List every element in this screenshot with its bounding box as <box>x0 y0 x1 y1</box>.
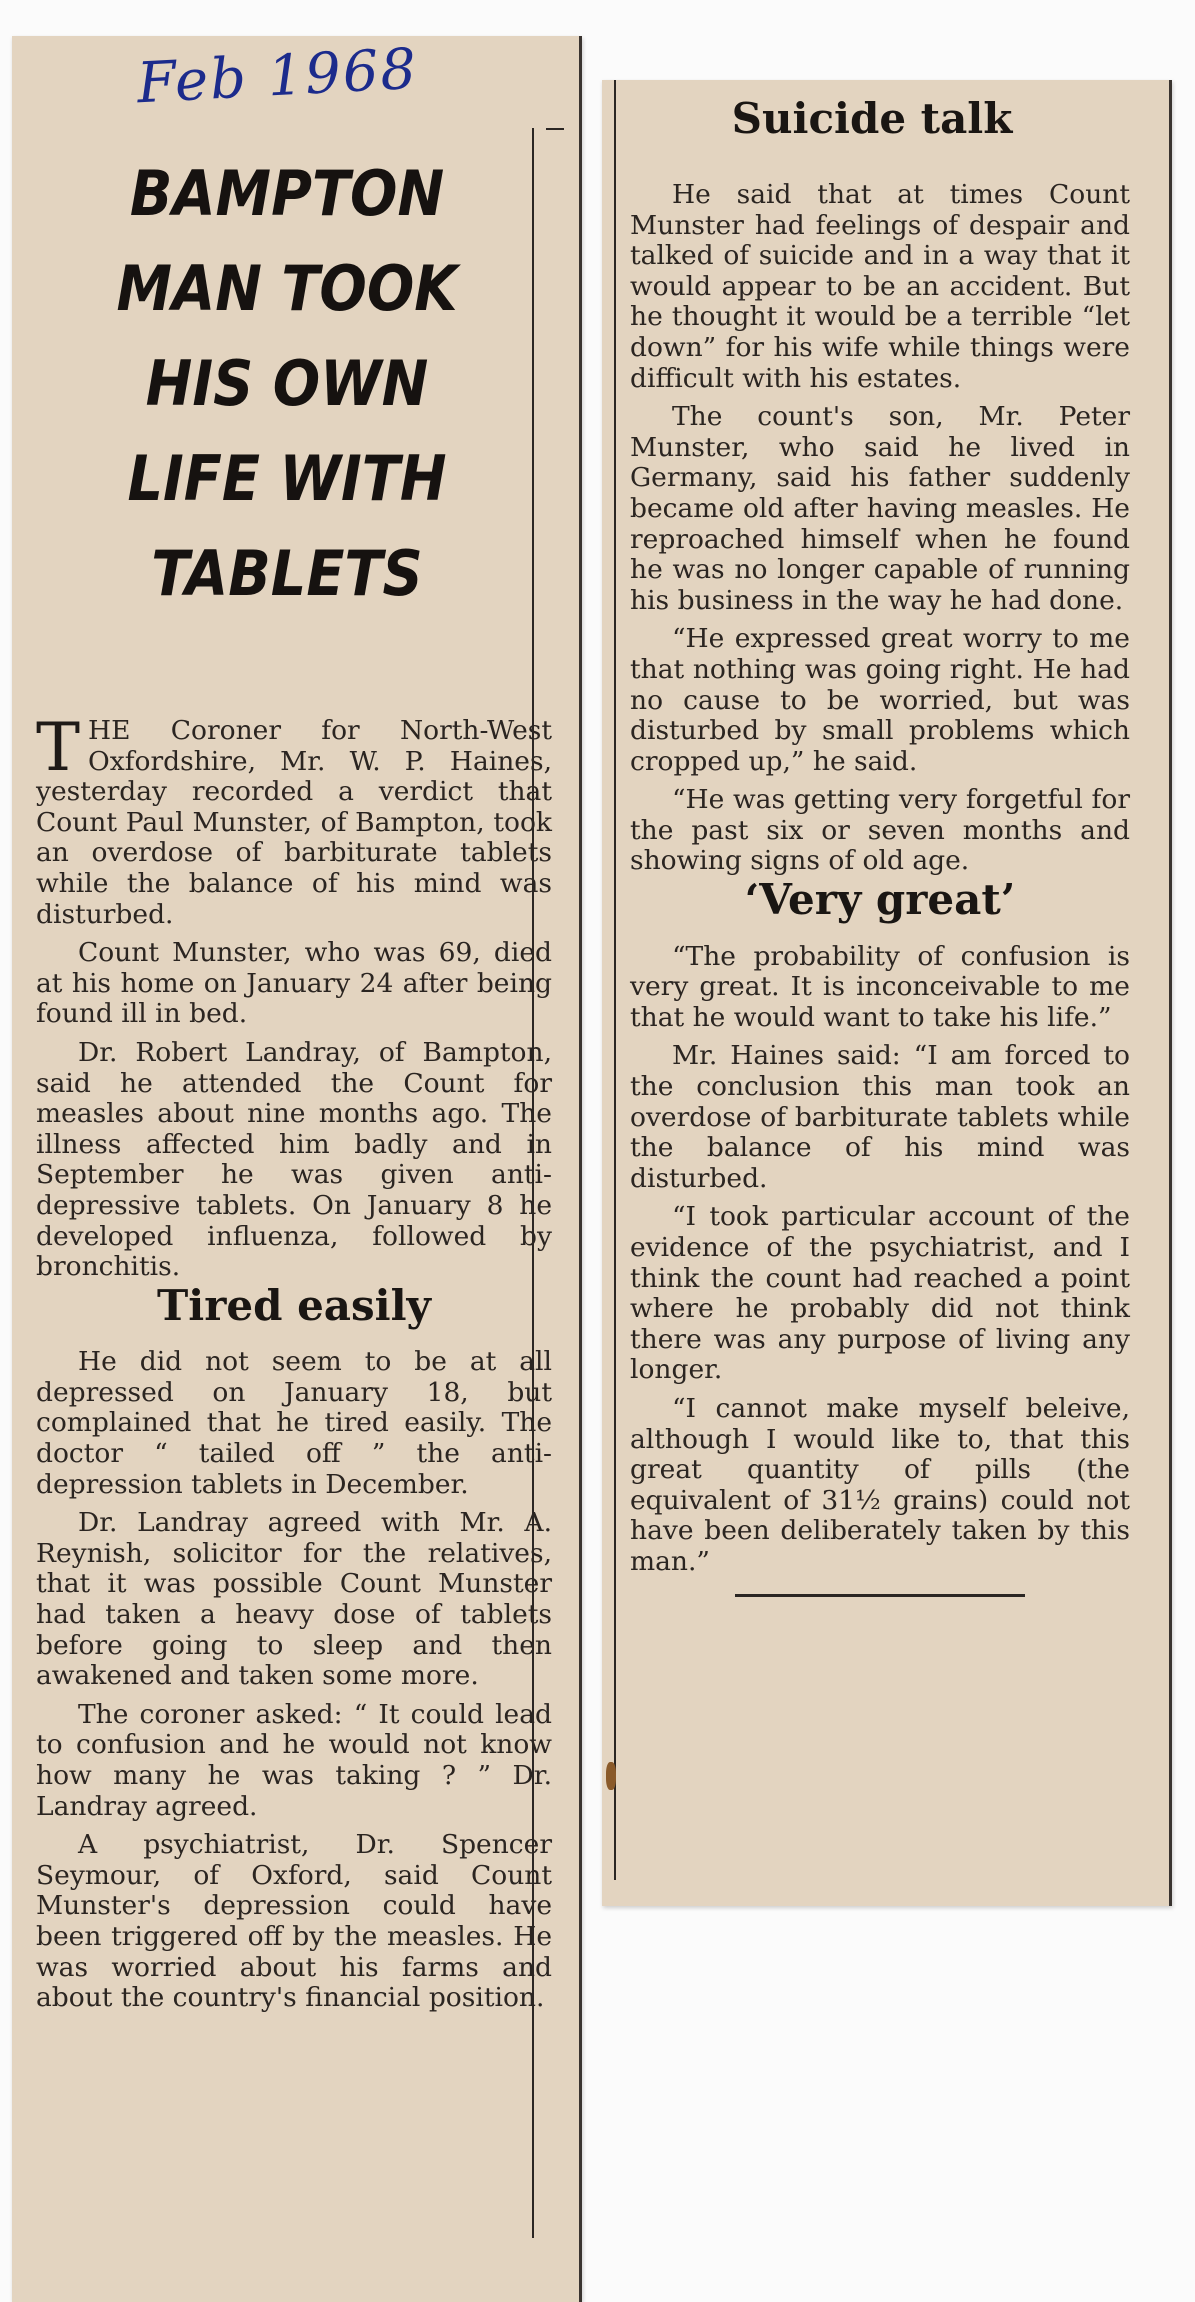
subhead-suicide-talk: Suicide talk <box>731 94 1013 143</box>
headline: BAMPTON MAN TOOK HIS OWN LIFE WITH TABLETS <box>116 157 458 610</box>
paragraph: He said that at times Count Munster had feelings of despair and talked of suicide and in a way that it would appear to be an accident. But he thought it would be a terrible “let down” for his wife while things were difficult with his estates. <box>630 179 1130 394</box>
left-column-body <box>36 709 552 2022</box>
paragraph: Dr. Landray agreed with Mr. A. Reynish, solicitor for the relatives, that it was possible Count Munster had taken a heavy dose of tablets before going to sleep and then awakened and taken some more. <box>36 1507 552 1692</box>
subhead-tired-easily: Tired easily <box>157 1280 431 1330</box>
paragraph: Count Munster, who was 69, died at his home on January 24 after being found ill in bed. <box>36 937 552 1030</box>
paragraph: “I cannot make myself beleive, although I would like to, that this great quantity of pills (the equivalent of 31½ grains) could not have been deliberately taken by this man.” <box>630 1392 1130 1577</box>
handwritten-date: Feb 1968 <box>135 36 420 117</box>
subhead-very-great: ‘Very great’ <box>744 875 1016 925</box>
column-rule <box>614 80 616 1880</box>
paragraph: “He was getting very forgetful for the past six or seven months and showing signs of old age. <box>630 784 1130 877</box>
clipping-left <box>12 36 582 2302</box>
paragraph-text: HE Coroner for North-West Oxfordshire, Mr. W. P. Haines, yesterday recorded a verdict that Count Paul Munster, of Bampton, took an overdose of barbiturate tablets while the balance of his mind was disturbed. <box>36 715 552 930</box>
end-rule <box>735 1594 1025 1597</box>
paper-stain <box>606 1762 616 1790</box>
dropcap: T <box>36 709 81 786</box>
column-rule-top <box>546 128 564 130</box>
paragraph: The coroner asked: “ It could lead to confusion and he would not know how many he was taking ? ” Dr. Landray agreed. <box>36 1698 552 1822</box>
paragraph: Dr. Robert Landray, of Bampton, said he attended the Count for measles about nine months ago. The illness affected him badly and in September he was given anti-depressive tablets. On January 8 he developed influenza, followed by bronchitis. <box>36 1036 552 1283</box>
paragraph: The count's son, Mr. Peter Munster, who said he lived in Germany, said his father suddenly became old after having measles. He reproached himself when he found he was no longer capable of running his business in the way he had done. <box>630 401 1130 616</box>
right-column-body <box>630 180 1130 1597</box>
paragraph: “The probability of confusion is very great. It is inconceivable to me that he would want to take his life.” <box>630 940 1130 1033</box>
paragraph: Mr. Haines said: “I am forced to the conclusion this man took an overdose of barbiturate tablets while the balance of his mind was disturbed. <box>630 1040 1130 1194</box>
paragraph: A psychiatrist, Dr. Spencer Seymour, of Oxford, said Count Munster's depression could have been triggered off by the measles. He was worried about his farms and about the country's financial position. <box>36 1829 552 2014</box>
paragraph: “I took particular account of the evidence of the psychiatrist, and I think the count had reached a point where he probably did not think there was any purpose of living any longer. <box>630 1201 1130 1386</box>
paragraph: He did not seem to be at all depressed on January 18, but complained that he tired easily. The doctor “ tailed off ” the anti-depression tablets in December. <box>36 1346 552 1500</box>
clipping-right <box>602 80 1172 1906</box>
paragraph <box>36 709 552 930</box>
paragraph: “He expressed great worry to me that nothing was going right. He had no cause to be worried, but was disturbed by small problems which cropped up,” he said. <box>630 623 1130 777</box>
